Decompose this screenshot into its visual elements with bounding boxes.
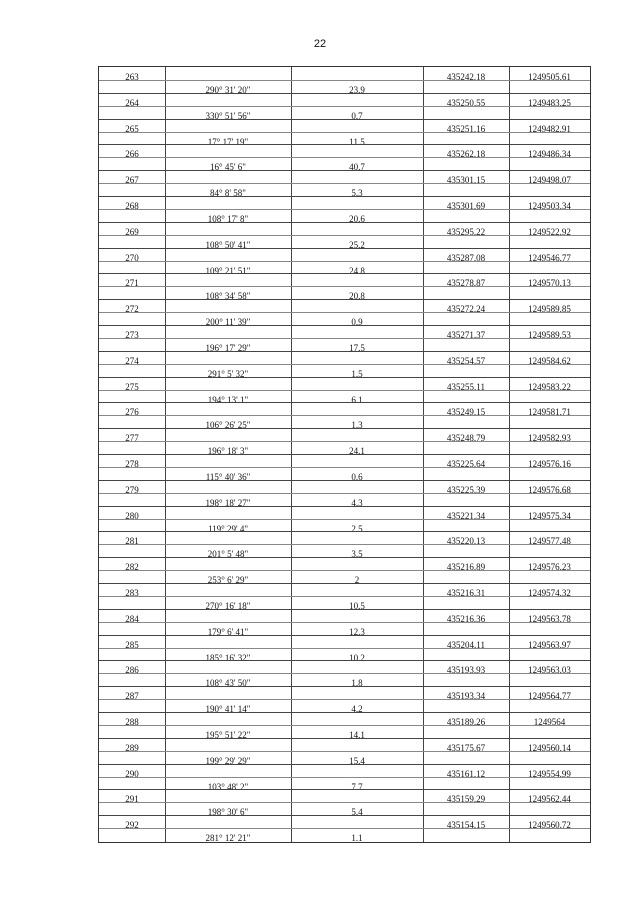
point-number-cell: 271 xyxy=(125,278,139,289)
direction-angle-cell: 115° 40' 36" xyxy=(205,472,251,482)
distance-cell: 1.1 xyxy=(351,833,363,844)
point-number-cell: 277 xyxy=(125,433,139,444)
direction-angle-cell: 103° 48' 2" xyxy=(207,781,249,792)
point-number-cell: 273 xyxy=(125,330,139,340)
row-divider xyxy=(99,531,590,532)
row-divider xyxy=(99,299,590,300)
coordinate-x-cell: 435254.57 xyxy=(446,355,486,366)
coordinate-y-cell: 1249505.61 xyxy=(528,72,571,82)
point-number-cell: 282 xyxy=(125,562,139,573)
distance-cell: 40.7 xyxy=(349,162,365,173)
point-number-cell: 268 xyxy=(125,201,139,211)
coordinate-x-cell: 435255.11 xyxy=(447,381,485,392)
coordinate-x-cell: 435221.34 xyxy=(446,510,486,521)
direction-angle-cell: 199° 29' 29" xyxy=(205,755,251,766)
row-divider xyxy=(99,196,590,197)
direction-angle-cell: 196° 18' 3" xyxy=(207,446,249,457)
coordinate-x-cell: 435242.18 xyxy=(446,72,486,82)
point-number-cell: 279 xyxy=(125,484,139,495)
coordinate-x-cell: 435193.34 xyxy=(446,691,486,702)
distance-cell: 3.5 xyxy=(351,549,363,560)
coordinate-y-cell: 1249575.34 xyxy=(528,510,571,521)
coordinate-y-cell: 1249564.77 xyxy=(528,691,571,702)
point-number-cell: 274 xyxy=(125,355,139,366)
row-divider xyxy=(99,402,590,403)
row-divider xyxy=(99,325,590,326)
coordinate-y-cell: 1249546.77 xyxy=(528,252,571,263)
coordinate-x-cell: 435301.69 xyxy=(446,201,486,211)
coordinate-y-cell: 1249560.72 xyxy=(528,820,571,831)
point-number-cell: 292 xyxy=(125,820,139,831)
direction-angle-cell: 108° 34' 58" xyxy=(205,291,251,302)
point-number-cell: 265 xyxy=(125,123,139,134)
coordinate-y-cell: 1249576.23 xyxy=(528,562,571,573)
row-divider xyxy=(99,660,590,661)
coordinate-y-cell: 1249583.22 xyxy=(528,381,571,392)
row-divider xyxy=(99,480,590,481)
direction-angle-cell: 16° 45' 6" xyxy=(210,162,246,173)
row-divider xyxy=(99,428,590,429)
point-number-cell: 284 xyxy=(125,613,139,624)
coordinate-y-cell: 1249589.53 xyxy=(528,330,571,340)
coordinate-y-cell: 1249581.71 xyxy=(528,407,571,418)
direction-angle-cell: 108° 17' 8" xyxy=(207,214,249,224)
direction-angle-cell: 195° 51' 22" xyxy=(205,730,251,740)
row-divider xyxy=(99,609,590,610)
direction-angle-cell: 281° 12' 21" xyxy=(205,833,251,844)
coordinate-x-cell: 435216.36 xyxy=(446,613,486,624)
coordinate-y-cell: 1249483.25 xyxy=(528,97,571,108)
coordinate-y-cell: 1249563.78 xyxy=(528,613,571,624)
coordinate-x-cell: 435193.93 xyxy=(446,665,486,676)
point-number-cell: 278 xyxy=(125,459,139,469)
direction-angle-cell: 291° 5' 32" xyxy=(207,368,249,379)
coordinate-y-cell: 1249554.99 xyxy=(528,768,571,779)
coordinate-y-cell: 1249589.85 xyxy=(528,304,571,315)
distance-cell: 1.3 xyxy=(351,420,363,431)
row-divider xyxy=(99,222,590,223)
point-number-cell: 280 xyxy=(125,510,139,521)
coordinate-y-cell: 1249503.34 xyxy=(528,201,571,211)
coordinate-y-cell: 1249562.44 xyxy=(528,794,571,805)
row-divider xyxy=(99,144,590,145)
point-number-cell: 275 xyxy=(125,381,139,392)
point-number-cell: 264 xyxy=(125,97,139,108)
point-number-cell: 272 xyxy=(125,304,139,315)
row-divider xyxy=(99,789,590,790)
direction-angle-cell: 190° 41' 14" xyxy=(205,704,251,715)
distance-cell: 4.3 xyxy=(351,497,363,508)
distance-cell: 23.9 xyxy=(349,85,365,95)
distance-cell: 1.5 xyxy=(351,368,363,379)
distance-cell: 5.3 xyxy=(351,188,363,199)
coordinate-y-cell: 1249498.07 xyxy=(528,175,571,186)
coordinate-y-cell: 1249560.14 xyxy=(528,742,571,753)
row-divider xyxy=(99,815,590,816)
coordinate-y-cell: 1249576.16 xyxy=(528,459,571,469)
coordinate-x-cell: 435204.11 xyxy=(447,639,485,650)
distance-cell: 17.5 xyxy=(349,343,365,353)
point-number-cell: 270 xyxy=(125,252,139,263)
distance-cell: 0.9 xyxy=(351,317,363,328)
row-divider xyxy=(99,635,590,636)
direction-angle-cell: 330° 51' 56" xyxy=(205,110,251,121)
coordinate-x-cell: 435216.89 xyxy=(446,562,486,573)
coordinate-x-cell: 435225.64 xyxy=(446,459,486,469)
point-number-cell: 266 xyxy=(125,149,139,160)
distance-cell: 7.7 xyxy=(351,781,363,792)
coordinate-x-cell: 435287.08 xyxy=(446,252,486,263)
direction-angle-cell: 198° 30' 6" xyxy=(207,807,249,818)
direction-angle-cell: 198° 18' 27" xyxy=(205,497,251,508)
coordinate-y-cell: 1249486.34 xyxy=(528,149,571,160)
row-divider xyxy=(99,93,590,94)
distance-cell: 25.2 xyxy=(349,239,365,250)
coordinate-y-cell: 1249570.13 xyxy=(528,278,571,289)
point-number-cell: 267 xyxy=(125,175,139,186)
coordinate-x-cell: 435189.26 xyxy=(446,717,486,727)
point-number-cell: 287 xyxy=(125,691,139,702)
direction-angle-cell: 290° 31' 20" xyxy=(205,85,251,95)
coordinate-x-cell: 435220.13 xyxy=(446,536,486,547)
coordinate-x-cell: 435272.24 xyxy=(446,304,486,315)
direction-angle-cell: 179° 6' 41" xyxy=(207,626,249,637)
coordinate-y-cell: 1249522.92 xyxy=(528,226,571,237)
coordinate-x-cell: 435301.15 xyxy=(446,175,486,186)
row-divider xyxy=(99,686,590,687)
direction-angle-cell: 253° 6' 29" xyxy=(207,575,249,586)
distance-cell: 14.1 xyxy=(349,730,365,740)
coordinate-x-cell: 435159.29 xyxy=(446,794,486,805)
coordinate-x-cell: 435271.37 xyxy=(446,330,486,340)
distance-cell: 2 xyxy=(354,575,360,586)
row-divider xyxy=(99,119,590,120)
direction-angle-cell: 84° 8' 58" xyxy=(210,188,246,199)
coordinate-y-cell: 1249482.91 xyxy=(528,123,571,134)
distance-cell: 6.1 xyxy=(351,394,363,405)
distance-cell: 24.8 xyxy=(349,265,365,276)
direction-angle-cell: 185° 16' 32" xyxy=(205,652,251,663)
direction-angle-cell: 108° 50' 41" xyxy=(205,239,251,250)
direction-angle-cell: 194° 13' 1" xyxy=(207,394,249,405)
point-number-cell: 288 xyxy=(125,717,139,727)
coordinate-x-cell: 435262.18 xyxy=(446,149,486,160)
point-number-cell: 291 xyxy=(125,794,139,805)
point-number-cell: 286 xyxy=(125,665,139,676)
distance-cell: 24.1 xyxy=(349,446,365,457)
coordinate-x-cell: 435161.12 xyxy=(446,768,486,779)
distance-cell: 0.6 xyxy=(351,472,363,482)
direction-angle-cell: 108° 43' 50" xyxy=(205,678,251,689)
point-number-cell: 289 xyxy=(125,742,139,753)
point-number-cell: 263 xyxy=(125,72,139,82)
coordinate-x-cell: 435251.16 xyxy=(446,123,486,134)
row-divider xyxy=(99,738,590,739)
coordinate-x-cell: 435248.79 xyxy=(446,433,486,444)
row-divider xyxy=(99,351,590,352)
distance-cell: 12.3 xyxy=(349,626,365,637)
point-number-cell: 276 xyxy=(125,407,139,418)
point-number-cell: 269 xyxy=(125,226,139,237)
distance-cell: 1.8 xyxy=(351,678,363,689)
row-divider xyxy=(99,248,590,249)
distance-cell: 10.5 xyxy=(349,601,365,611)
row-divider xyxy=(99,712,590,713)
direction-angle-cell: 119° 29' 4" xyxy=(207,523,249,534)
direction-angle-cell: 200° 11' 39" xyxy=(205,317,251,328)
coordinate-y-cell: 1249574.32 xyxy=(528,588,571,598)
distance-cell: 4.2 xyxy=(351,704,363,715)
coordinate-y-cell: 1249584.62 xyxy=(528,355,571,366)
coordinate-y-cell: 1249577.48 xyxy=(528,536,571,547)
distance-cell: 20.8 xyxy=(349,291,365,302)
coordinate-x-cell: 435225.39 xyxy=(446,484,486,495)
coordinate-x-cell: 435154.15 xyxy=(446,820,486,831)
row-divider xyxy=(99,454,590,455)
row-divider xyxy=(99,170,590,171)
direction-angle-cell: 201° 5' 48" xyxy=(207,549,249,560)
distance-cell: 11.5 xyxy=(349,136,365,147)
coordinate-y-cell: 1249564 xyxy=(533,717,566,727)
row-divider xyxy=(99,273,590,274)
distance-cell: 2.5 xyxy=(351,523,363,534)
point-number-cell: 285 xyxy=(125,639,139,650)
coordinate-x-cell: 435295.22 xyxy=(446,226,486,237)
point-number-cell: 281 xyxy=(125,536,139,547)
coordinate-y-cell: 1249563.03 xyxy=(528,665,571,676)
distance-cell: 20.6 xyxy=(349,214,365,224)
row-divider xyxy=(99,557,590,558)
direction-angle-cell: 270° 16' 18" xyxy=(205,601,251,611)
coordinate-y-cell: 1249582.93 xyxy=(528,433,571,444)
row-divider xyxy=(99,506,590,507)
coordinate-x-cell: 435175.67 xyxy=(446,742,486,753)
point-number-cell: 283 xyxy=(125,588,139,598)
row-divider xyxy=(99,583,590,584)
direction-angle-cell: 17° 17' 19" xyxy=(207,136,249,147)
distance-cell: 10.2 xyxy=(349,652,365,663)
distance-cell: 5.4 xyxy=(351,807,363,818)
distance-cell: 15.4 xyxy=(349,755,365,766)
direction-angle-cell: 106° 26' 25" xyxy=(205,420,251,431)
row-divider xyxy=(99,764,590,765)
direction-angle-cell: 109° 21' 51" xyxy=(205,265,251,276)
page-number: 22 xyxy=(313,38,327,50)
direction-angle-cell: 196° 17' 29" xyxy=(205,343,251,353)
distance-cell: 0.7 xyxy=(351,110,363,121)
coordinate-x-cell: 435249.15 xyxy=(446,407,486,418)
coordinate-x-cell: 435278.87 xyxy=(446,278,486,289)
coordinate-x-cell: 435216.31 xyxy=(446,588,486,598)
row-divider xyxy=(99,377,590,378)
coordinate-y-cell: 1249563.97 xyxy=(528,639,571,650)
coordinate-x-cell: 435250.55 xyxy=(446,97,486,108)
coordinates-table xyxy=(98,66,591,843)
point-number-cell: 290 xyxy=(125,768,139,779)
coordinate-y-cell: 1249576.68 xyxy=(528,484,571,495)
